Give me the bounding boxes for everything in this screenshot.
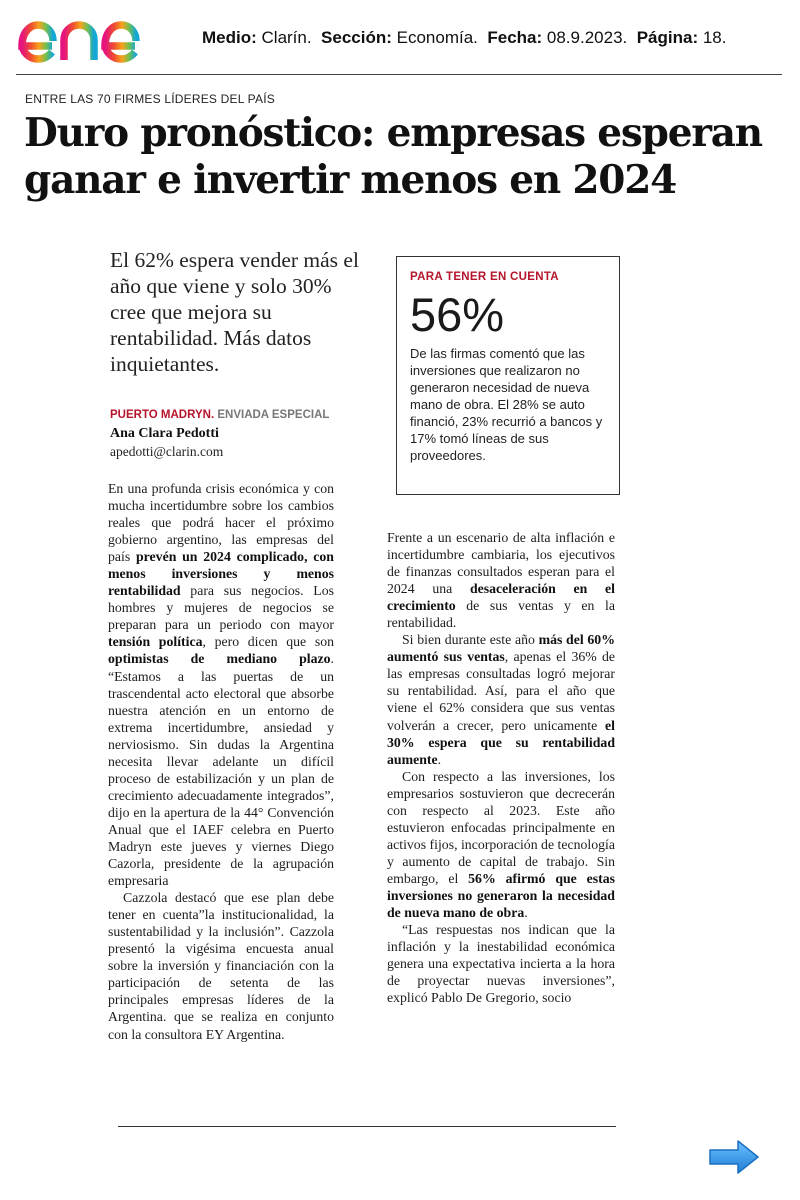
text-run: Frente a un escenario de alta inflación e incertidumbre cambiaria, los ejecutivos de finanzas consultados esperan para el 2024 una bbox=[387, 530, 615, 597]
medio-label: Medio: bbox=[202, 28, 257, 47]
article-body-left-column bbox=[108, 480, 334, 1043]
bold-text: el 30% espera que su rentabilidad aumente bbox=[387, 717, 615, 767]
bold-text: 56% afirmó que estas inversiones no generaron la necesidad de nueva mano de obra bbox=[387, 870, 616, 921]
paragraph bbox=[108, 480, 334, 889]
text-run: “Las respuestas nos indican que la inflación y la inestabilidad económica genera una expectativa incierta a la hora de proyectar nuevas inversiones”, explicó Pablo De Gregorio, socio bbox=[387, 922, 615, 1006]
medio-value: Clarín. bbox=[261, 28, 312, 47]
paragraph bbox=[387, 631, 615, 767]
dateline-place: PUERTO MADRYN. bbox=[110, 409, 215, 421]
author-email: apedotti@clarin.com bbox=[110, 444, 224, 459]
seccion-label: Sección: bbox=[321, 28, 392, 47]
paragraph bbox=[108, 889, 334, 1042]
subheadline: El 62% espera vender más el año que viene y solo 30% cree que mejora su rentabilidad. Más datos inquietantes. bbox=[110, 248, 359, 376]
pagina-value: 18. bbox=[702, 28, 727, 47]
text-run: Si bien durante este año bbox=[402, 632, 539, 648]
text-run: En una profunda crisis económica y con mucha incertidumbre sobre los cambios reales que podrá hacer el próximo gobierno argentino, las empresas del país bbox=[108, 481, 334, 565]
fecha-label: Fecha: bbox=[487, 28, 543, 47]
info-box-text: De las firmas comentó que las inversiones que realizaron no generaron necesidad de nueva mano de obra. El 28% se auto financió, 23% recurrió a bancos y 17% tomó líneas de sus proveedores. bbox=[410, 346, 603, 463]
text-run: , pero dicen que son bbox=[202, 634, 334, 650]
seccion-value: Economía. bbox=[396, 28, 478, 47]
text-run: Con respecto a las inversiones, los empresarios sostuvieron que decrecerán con respecto al 2023. Este año estuvieron enfocadas principalmente en activos fijos, incorporación de tecnología y aumento de capital de trabajo. Sin embargo, el bbox=[387, 768, 615, 886]
bold-text: tensión política bbox=[108, 634, 203, 650]
text-run: . bbox=[437, 751, 442, 767]
text-run: de sus ventas y en la rentabilidad. bbox=[387, 598, 615, 631]
text-run: , apenas el 36% de las empresas consultadas logró mejorar su rentabilidad. Así, para el año que viene el 62% considera que sus ventas volverán a crecer, pero unicamente bbox=[387, 649, 615, 733]
info-box-title: PARA TENER EN CUENTA bbox=[410, 271, 559, 283]
bold-text: desaceleración en el crecimiento bbox=[387, 581, 615, 614]
kicker: ENTRE LAS 70 FIRMES LÍDERES DEL PAÍS bbox=[25, 92, 275, 106]
bold-text: prevén un 2024 complicado, con menos inversiones y menos rentabilidad bbox=[108, 549, 334, 599]
bold-text: optimistas de mediano plazo bbox=[108, 651, 331, 667]
dateline bbox=[110, 409, 329, 421]
dateline-role: ENVIADA ESPECIAL bbox=[217, 409, 330, 421]
info-box bbox=[396, 256, 620, 495]
text-run: para sus negocios. Los hombres y mujeres de negocios se preparan para un periodo con mayor bbox=[108, 583, 334, 633]
paragraph bbox=[387, 768, 615, 921]
headline: Duro pronóstico: empresas esperan ganar e invertir menos en 2024 bbox=[24, 110, 762, 203]
text-run: . “Estamos a las puertas de un trascendental acto electoral que absorbe nuestra atención en un entorno de extrema incertidumbre, ansiedad y nerviosismo. Sin dudas la Argentina necesita llevar adelante un difícil proceso de estabilización y un plan de crecimiento adecuadamente integrados”, dijo en la apertura de la 44° Convención Anual que el IAEF celebra en Puerto Madryn este jueves y viernes Diego Cazorla, presidente de la agrupación empresaria bbox=[108, 651, 334, 889]
fecha-value: 08.9.2023. bbox=[546, 28, 628, 47]
paragraph bbox=[387, 529, 615, 631]
header-divider bbox=[16, 74, 782, 75]
article-body-right-column bbox=[387, 529, 615, 1006]
pagina-label: Página: bbox=[636, 28, 699, 47]
right-arrow-icon[interactable] bbox=[708, 1139, 760, 1175]
info-box-number: 56% bbox=[410, 288, 505, 341]
text-run: Cazzola destacó que ese plan debe tener en cuenta”la institucionalidad, la sustentabilidad y la inclusión”. Cazzola presentó la vigésima encuesta anual sobre la inversión y financiación con la participación de setenta de las principales empresas líderes de la Argentina. que se realiza en conjunto con la consultora EY Argentina. bbox=[108, 890, 334, 1042]
clipping-metadata bbox=[202, 28, 726, 48]
author-name: Ana Clara Pedotti bbox=[110, 426, 219, 441]
text-run: . bbox=[524, 905, 528, 921]
footer-divider bbox=[118, 1126, 616, 1127]
paragraph bbox=[387, 921, 615, 1006]
bold-text: más del 60% aumentó sus ventas bbox=[387, 632, 615, 665]
enel-logo bbox=[16, 8, 182, 68]
